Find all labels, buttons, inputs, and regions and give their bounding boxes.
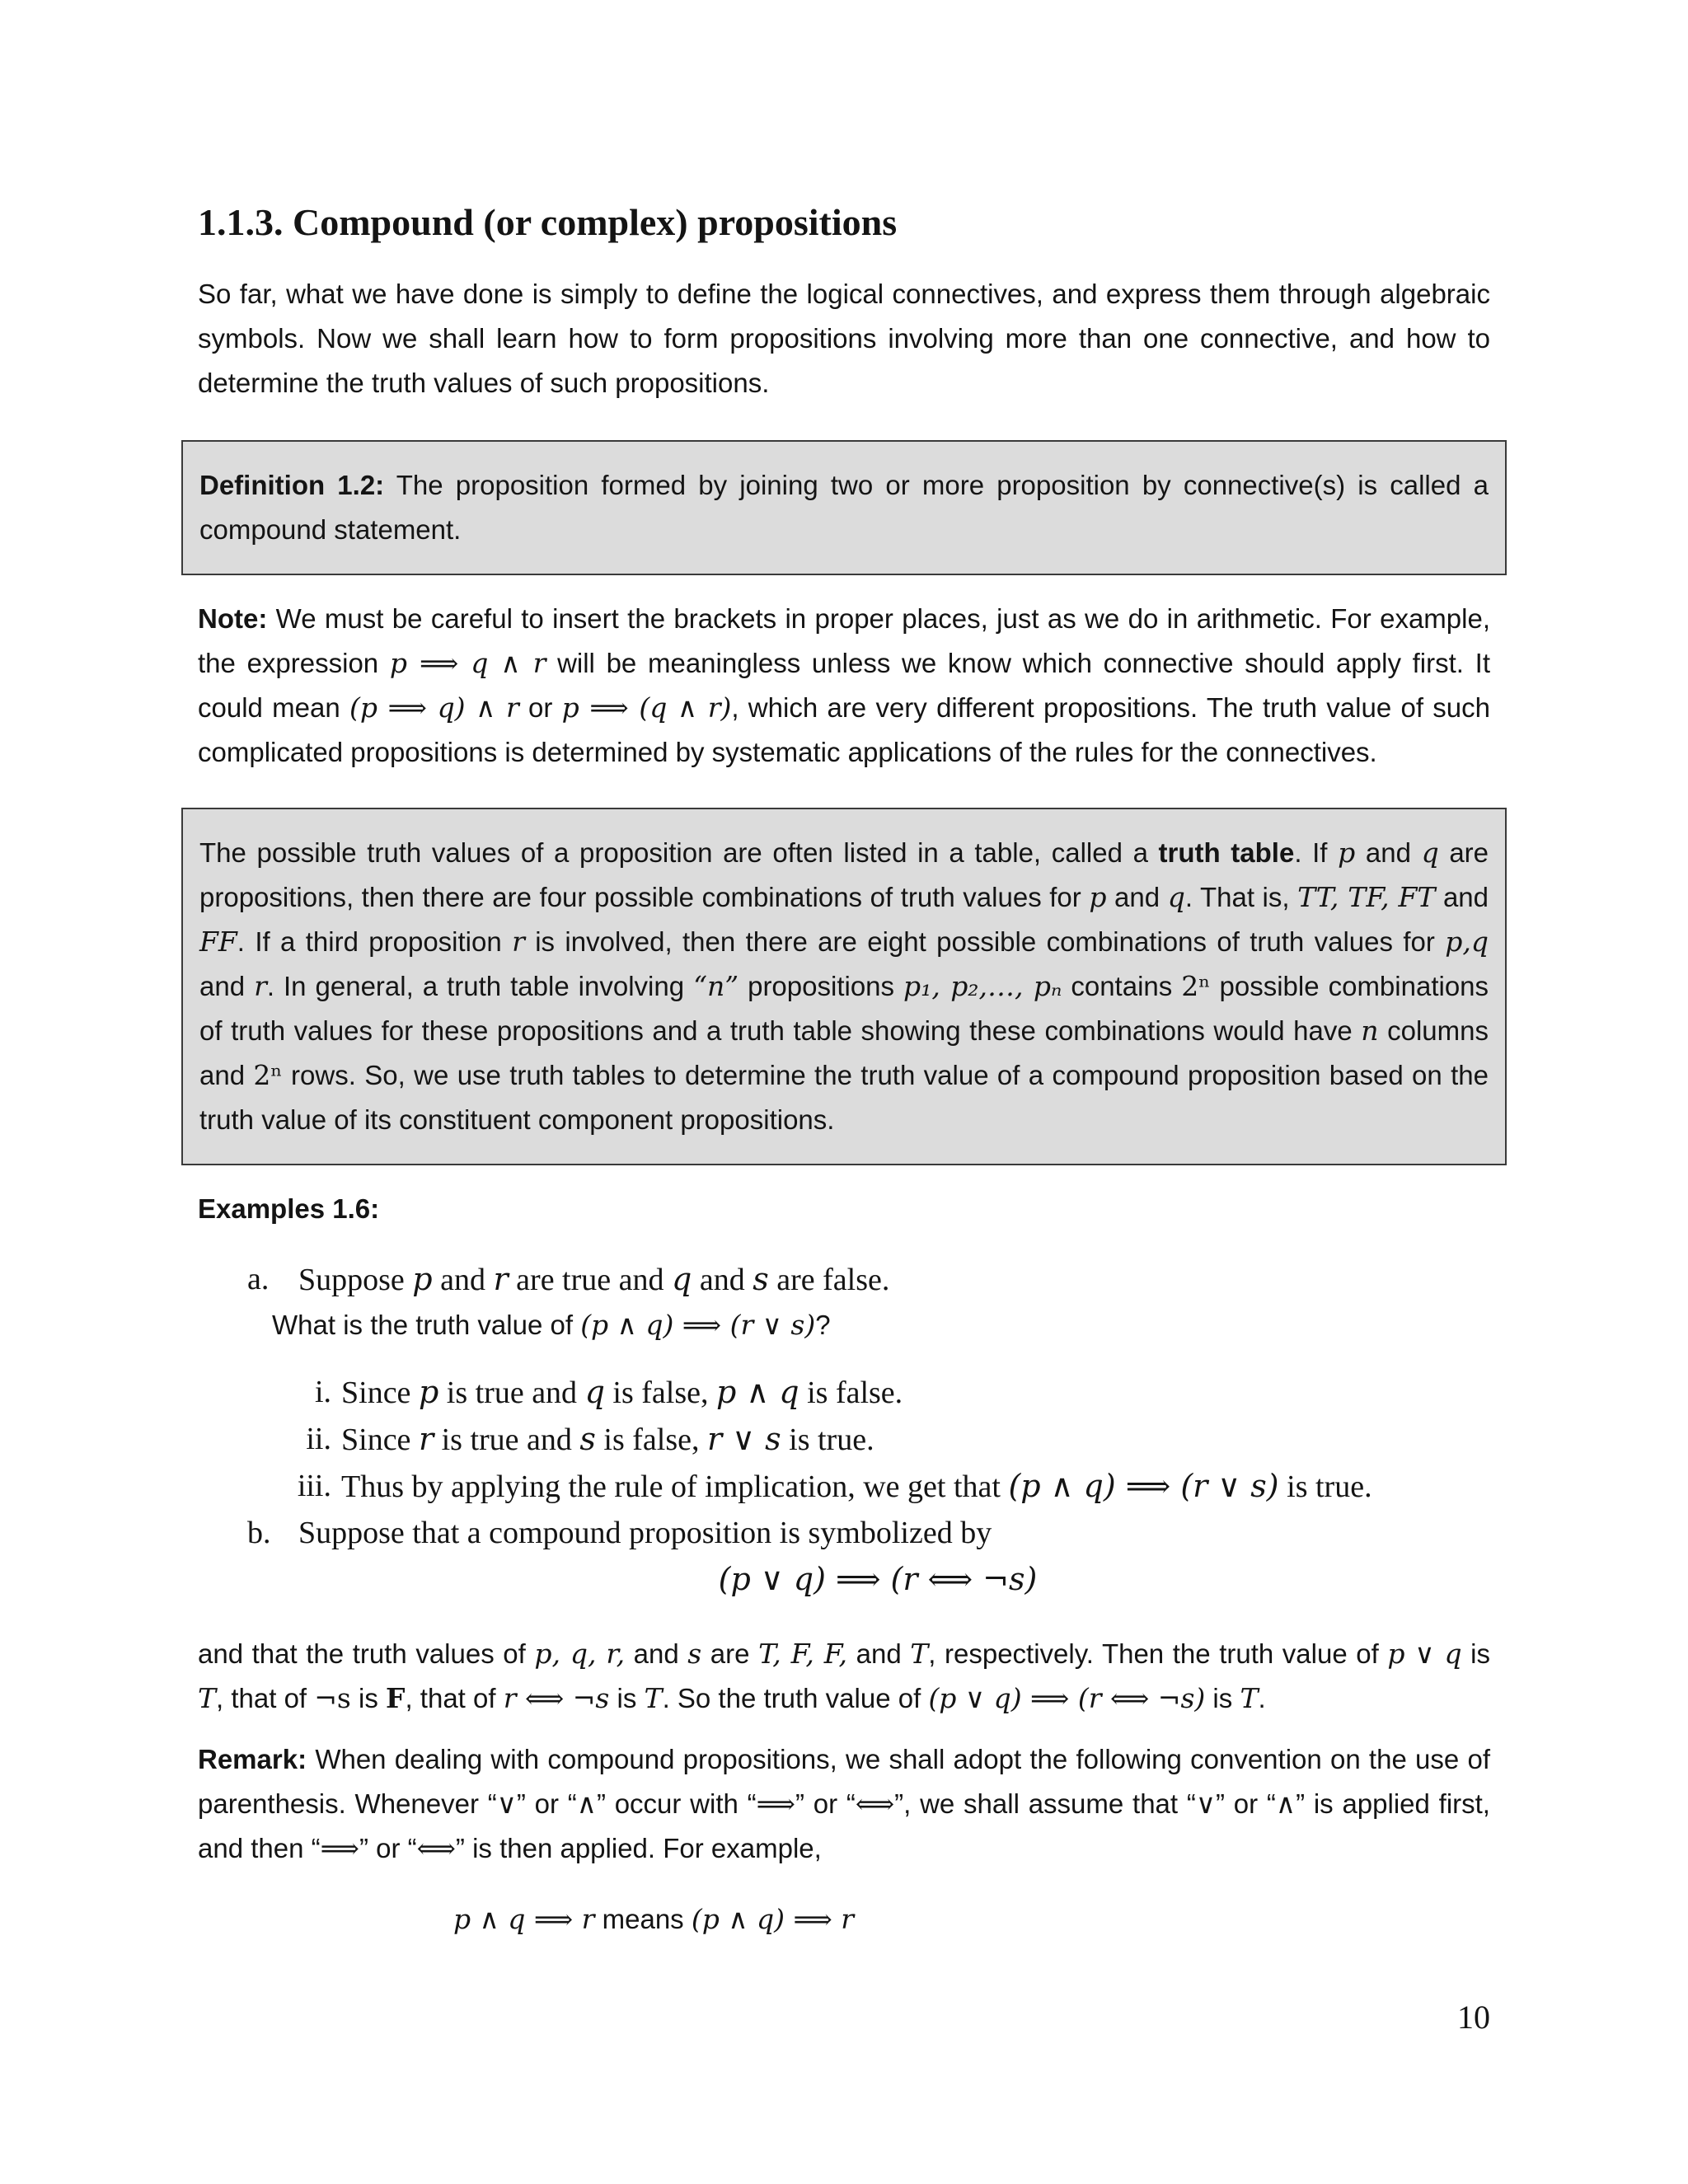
intro-paragraph: So far, what we have done is simply to define the logical connectives, and express them through algebraic symbols. Now we shall learn how to form propositions involving more than one connective, and how to determine the truth values of such propositions. xyxy=(198,279,1490,398)
definition-text: Definition 1.2: The proposition formed by joining two or more proposition by connective(s) is called a compound statement. xyxy=(199,470,1489,545)
definition-box xyxy=(181,440,1507,575)
conclusion-paragraph: and that the truth values of p, q, r, and s are T, F, F, and T, respectively. Then the truth value of p ∨ q is T, that of ¬s is F, that of r ⟺ ¬s is T. So the truth value of (p ∨ q) ⟹ (r ⟺ ¬s) is T. xyxy=(198,1638,1490,1714)
example-b-statement: Suppose that a compound proposition is symbolized by xyxy=(298,1516,992,1550)
example-a-steps xyxy=(280,1369,1490,1510)
example-a xyxy=(247,1256,1490,1303)
math-expression: (p ⟹ q) ∧ r xyxy=(349,691,519,724)
example-label: a. xyxy=(247,1262,270,1296)
examples-heading: Examples 1.6: xyxy=(198,1193,380,1224)
example-label: b. xyxy=(247,1516,271,1550)
example-a-question: What is the truth value of (p ∧ q) ⟹ (r ∨ s)? xyxy=(272,1309,831,1341)
definition-label: Definition 1.2: xyxy=(199,470,385,500)
math-expression: p ⟹ (q ∧ r) xyxy=(561,691,732,724)
step-item: i. Since p is true and q is false, p ∧ q is false. xyxy=(314,1374,903,1410)
remark-paragraph: Remark: When dealing with compound propositions, we shall adopt the following convention on the use of parenthesis. Whenever “∨” or “∧” occur with “⟹” or “⟺”, we shall assume that “∨” or “∧” is applied first, and then “⟹” or “⟺” is then applied. For example, xyxy=(198,1744,1490,1864)
truth-table-box xyxy=(181,808,1507,1165)
note-label: Note: xyxy=(198,603,268,634)
note-paragraph: Note: We must be careful to insert the brackets in proper places, just as we do in arithmetic. For example, the expression p ⟹ q ∧ r will be meaningless unless we know which connective should apply first. It could mean (p ⟹ q) ∧ r or p ⟹ (q ∧ r), which are very different propositions. The truth value of such complicated propositions is determined by systematic applications of the rules for the connectives. xyxy=(198,603,1490,767)
example-a-statement: Suppose p and r are true and q and s are false. xyxy=(298,1261,890,1297)
remark-label: Remark: xyxy=(198,1744,307,1774)
step-item: ii. Since r is true and s is false, r ∨ s is true. xyxy=(306,1421,874,1457)
example-b xyxy=(247,1510,1490,1602)
examples-list xyxy=(247,1256,1490,1602)
page-number: 10 xyxy=(1457,1999,1490,2036)
step-item: iii. Thus by applying the rule of implication, we get that (p ∧ q) ⟹ (r ∨ s) is true. xyxy=(297,1468,1372,1504)
math-expression: p ⟹ q ∧ r xyxy=(389,647,546,679)
example-b-expression: (p ∨ q) ⟹ (r ⟺ ¬s) xyxy=(718,1561,1038,1597)
page-content xyxy=(198,191,1490,1942)
truth-table-term: truth table xyxy=(1158,837,1295,868)
section-heading: 1.1.3. Compound (or complex) propositions xyxy=(198,201,898,243)
truth-table-text: The possible truth values of a proposition are often listed in a table, called a truth table. If p and q are propositions, then there are four possible combinations of truth values for p and q. That is, TT, TF, FT and FF. If a third proposition r is involved, then there are eight possible combinations of truth values for p,q and r. In general, a truth table involving “n” propositions p₁, p₂,…, pₙ contains 2ⁿ possible combinations of truth values for these propositions and a truth table showing these combinations would have n columns and 2ⁿ rows. So, we use truth tables to determine the truth value of a compound proposition based on the truth value of its constituent component propositions. xyxy=(199,837,1489,1135)
final-example-equation: p ∧ q ⟹ r means (p ∧ q) ⟹ r xyxy=(453,1903,855,1935)
